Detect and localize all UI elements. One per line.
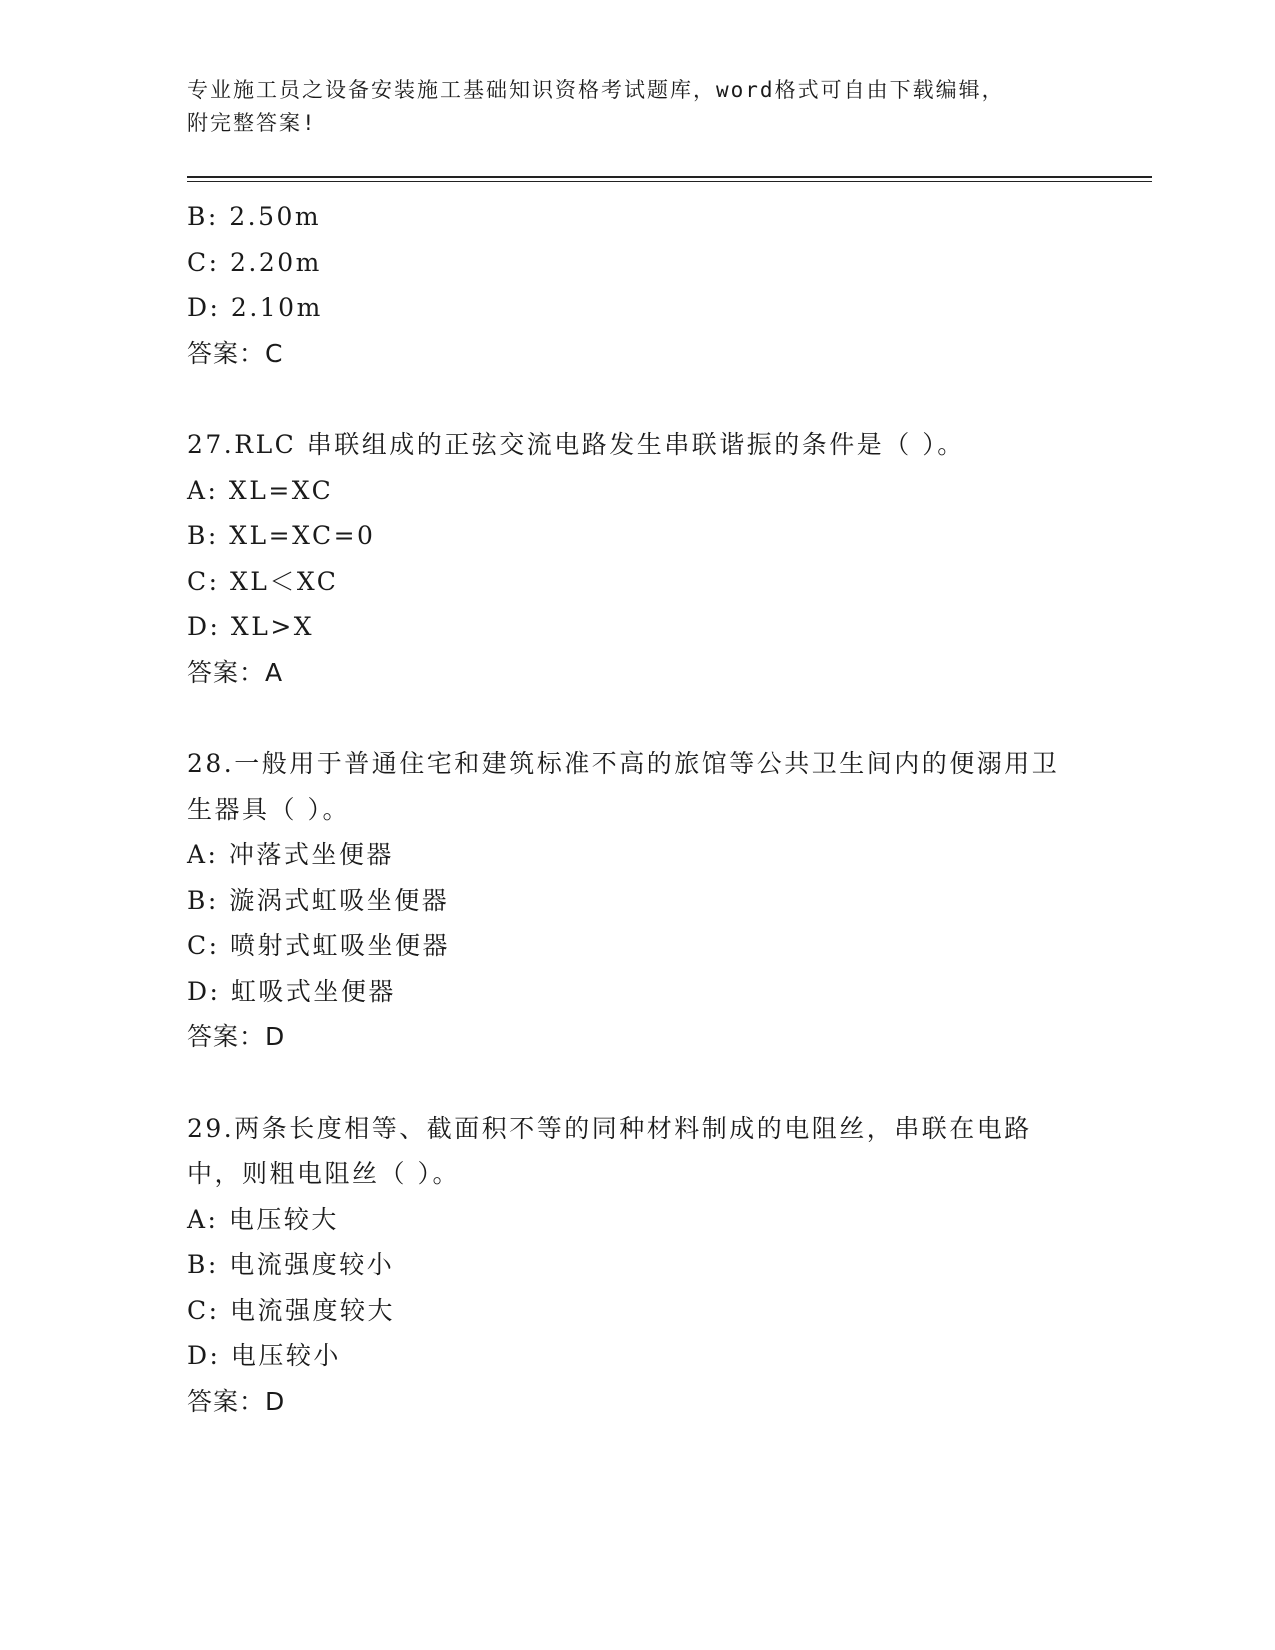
question-28	[187, 741, 1087, 1060]
spacer	[187, 1060, 1087, 1106]
option-b: B: 漩涡式虹吸坐便器	[187, 885, 450, 915]
question-stem: 29.两条长度相等、截面积不等的同种材料制成的电阻丝，串联在电路中，则粗电阻丝（ ）。	[187, 1113, 1032, 1188]
answer-line: 答案：C	[187, 338, 284, 368]
answer-line: 答案：A	[187, 657, 284, 687]
header-divider-thick	[187, 176, 1152, 178]
option-d: D: XL>X	[187, 612, 315, 641]
header-divider-thin	[187, 181, 1152, 182]
option-b: B: 2.50m	[187, 202, 322, 231]
option-c: C: XL＜XC	[187, 566, 339, 596]
answer-line: 答案：D	[187, 1386, 286, 1416]
question-26-continued	[187, 194, 1087, 376]
option-d: D: 电压较小	[187, 1341, 341, 1370]
option-d: D: 2.10m	[187, 293, 323, 322]
question-29	[187, 1106, 1087, 1425]
option-d: D: 虹吸式坐便器	[187, 976, 396, 1006]
option-c: C: 电流强度较大	[187, 1295, 395, 1325]
option-c: C: 2.20m	[187, 247, 322, 277]
option-a: A: XL=XC	[187, 475, 334, 505]
spacer	[187, 376, 1087, 422]
option-b: B: XL=XC=0	[187, 521, 376, 550]
question-27	[187, 422, 1087, 695]
question-stem: 27.RLC 串联组成的正弦交流电路发生串联谐振的条件是（ ）。	[187, 430, 965, 459]
document-header	[187, 74, 1067, 140]
answer-line: 答案：D	[187, 1022, 286, 1051]
option-a: A: 冲落式坐便器	[187, 840, 394, 869]
option-a: A: 电压较大	[187, 1204, 339, 1234]
question-stem: 28.一般用于普通住宅和建筑标准不高的旅馆等公共卫生间内的便溺用卫生器具（ ）。	[187, 749, 1060, 824]
option-c: C: 喷射式虹吸坐便器	[187, 931, 450, 960]
document-body	[187, 194, 1087, 1424]
option-b: B: 电流强度较小	[187, 1250, 395, 1279]
spacer	[187, 695, 1087, 741]
header-line-1: 专业施工员之设备安装施工基础知识资格考试题库，word格式可自由下载编辑，	[187, 78, 1005, 102]
header-line-2: 附完整答案!	[187, 111, 317, 135]
